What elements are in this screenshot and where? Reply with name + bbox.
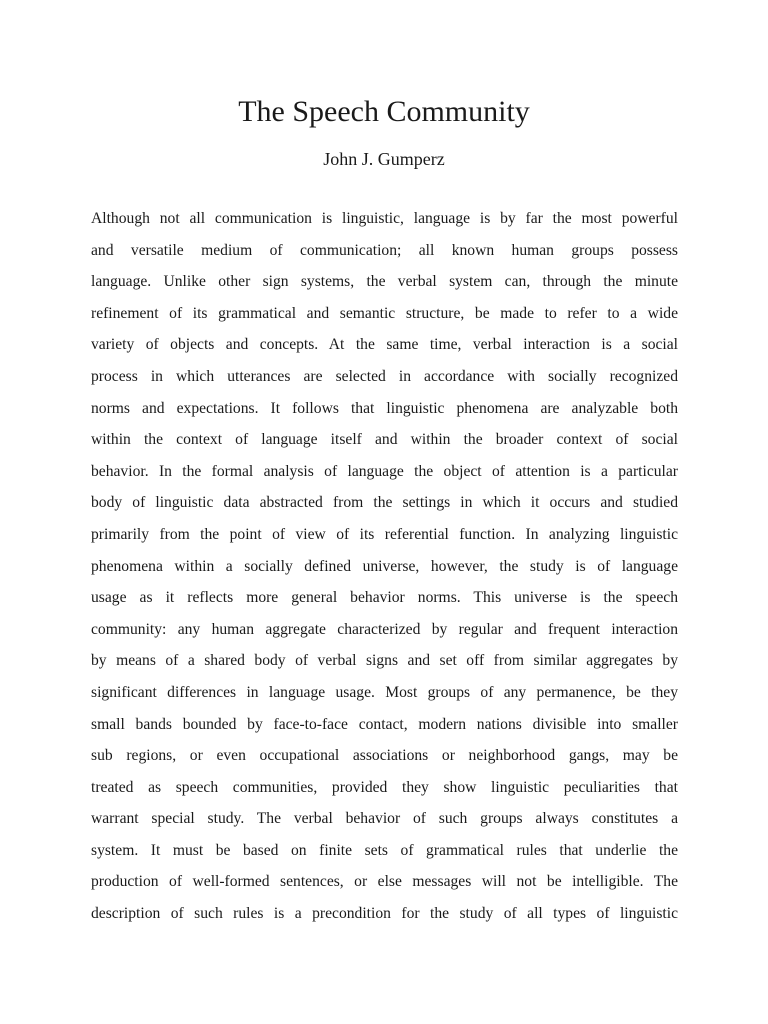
paragraph-line: variety of objects and concepts. At the same time, verbal interaction is a social [91, 336, 678, 354]
paragraph-line: by means of a shared body of verbal signs and set off from similar aggregates by [91, 652, 678, 670]
paragraph-line: language. Unlike other sign systems, the verbal system can, through the minute [91, 273, 678, 291]
paragraph-line: usage as it reflects more general behavior norms. This universe is the speech [91, 589, 678, 607]
body-paragraph [91, 207, 678, 934]
paragraph-line: significant differences in language usage. Most groups of any permanence, be they [91, 683, 678, 701]
paragraph-line: description of such rules is a precondition for the study of all types of linguistic [91, 905, 678, 923]
document-title: The Speech Community [238, 95, 530, 128]
paragraph-line: process in which utterances are selected in accordance with socially recognized [91, 367, 678, 385]
paragraph-line: within the context of language itself and within the broader context of social [91, 431, 678, 449]
paragraph-line: warrant special study. The verbal behavior of such groups always constitutes a [91, 810, 678, 828]
paragraph-line: small bands bounded by face-to-face contact, modern nations divisible into smaller [91, 715, 678, 733]
paragraph-line: behavior. In the formal analysis of language the object of attention is a particular [91, 462, 678, 480]
paragraph-line: and versatile medium of communication; all known human groups possess [91, 241, 678, 259]
paragraph-line: system. It must be based on finite sets of grammatical rules that underlie the [91, 841, 678, 859]
paragraph-line: refinement of its grammatical and semantic structure, be made to refer to a wide [91, 304, 678, 322]
paragraph-line: Although not all communication is linguistic, language is by far the most powerful [91, 210, 678, 227]
document-author: John J. Gumperz [323, 149, 445, 169]
paragraph-line: treated as speech communities, provided they show linguistic peculiarities that [91, 778, 678, 796]
paragraph-line: community: any human aggregate characterized by regular and frequent interaction [91, 620, 678, 638]
paragraph-line: body of linguistic data abstracted from the settings in which it occurs and studied [91, 494, 678, 512]
paragraph-line: sub regions, or even occupational associations or neighborhood gangs, may be [91, 747, 678, 765]
paragraph-line: production of well-formed sentences, or else messages will not be intelligible. The [91, 873, 678, 891]
paragraph-line: norms and expectations. It follows that linguistic phenomena are analyzable both [91, 399, 678, 417]
paragraph-line: primarily from the point of view of its referential function. In analyzing linguistic [91, 525, 678, 543]
paragraph-line: phenomena within a socially defined universe, however, the study is of language [91, 557, 678, 575]
